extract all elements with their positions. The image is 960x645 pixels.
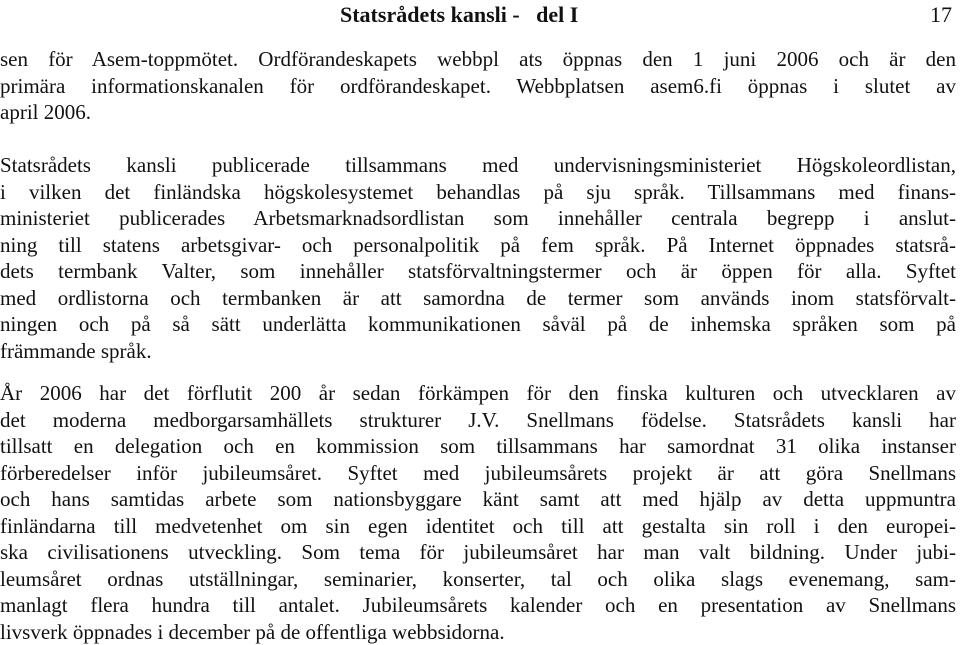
text-line: primära informationskanalen för ordförandeskapet. Webbplatsen asem6.fi öppnas i slutet av	[0, 73, 956, 98]
text-line: ska civilisationens utveckling. Som tema för jubileumsåret har man valt bildning. Under jubi-	[0, 540, 956, 564]
text-line: År 2006 har det förflutit 200 år sedan förkämpen för den finska kulturen och utvecklaren av	[0, 381, 956, 405]
paragraph-glossaries	[0, 152, 960, 364]
text-line: ning till statens arbetsgivar- och personalpolitik på fem språk. På Internet öppnades statsrå-	[0, 232, 956, 257]
text-line: ningen och på så sätt underlätta kommunikationen såväl på de inhemska språken som på	[0, 312, 956, 336]
text-line: ministeriet publicerades Arbetsmarknadsordlistan som innehåller centrala begrepp i anslut-	[0, 206, 956, 230]
text-line: det moderna medborgarsamhällets strukturer J.V. Snellmans födelse. Statsrådets kansli har	[0, 407, 956, 432]
paragraph-snellman-year	[0, 380, 960, 645]
text-line: förberedelser inför jubileumsåret. Syftet med jubileumsårets projekt är att göra Snellmans	[0, 460, 956, 485]
text-line: manlagt flera hundra till antalet. Jubileumsårets kalender och en presentation av Snellmans	[0, 593, 956, 617]
text-line: tillsatt en delegation och en kommission som tillsammans har samordnat 31 olika instanser	[0, 434, 956, 458]
text-line: och hans samtidas arbete som nationsbyggare känt samt att med hjälp av detta uppmuntra	[0, 487, 956, 511]
page-header	[0, 0, 960, 36]
text-line: främmande språk.	[0, 338, 152, 363]
page-number: 17	[930, 2, 952, 27]
text-line: sen för Asem-toppmötet. Ordförandeskapets webbpl ats öppnas den 1 juni 2006 och är den	[0, 47, 956, 71]
text-line: i vilken det finländska högskolesystemet behandlas på sju språk. Tillsammans med finans-	[0, 179, 956, 204]
text-line: april 2006.	[0, 100, 91, 124]
header-title: Statsrådets kansli - del I	[340, 2, 579, 27]
text-line: med ordlistorna och termbanken är att samordna de termer som används inom statsförvalt-	[0, 285, 956, 310]
text-line: dets termbank Valter, som innehåller statsförvaltningstermer och är öppen för alla. Syftet	[0, 259, 956, 283]
text-line: Statsrådets kansli publicerade tillsammans med undervisningsministeriet Högskoleordlistan,	[0, 153, 956, 177]
text-line: leumsåret ordnas utställningar, seminarier, konserter, tal och olika slags evenemang, sam-	[0, 566, 956, 591]
text-line: finländarna till medvetenhet om sin egen identitet och till att gestalta sin roll i den europei-	[0, 513, 956, 538]
text-line: livsverk öppnades i december på de offentliga webbsidorna.	[0, 619, 505, 644]
paragraph-asem-website	[0, 46, 960, 126]
